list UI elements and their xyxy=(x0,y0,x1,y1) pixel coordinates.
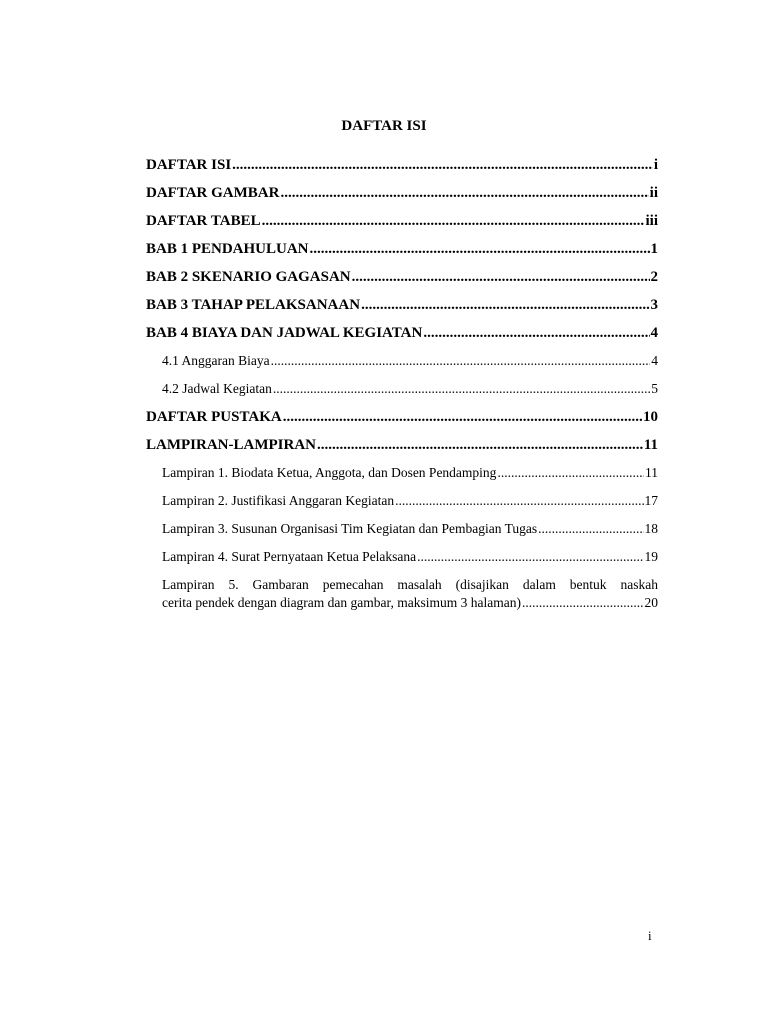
dot-leader xyxy=(271,352,651,370)
toc-entry-page: 5 xyxy=(651,381,658,396)
toc-entry-page: i xyxy=(653,157,658,173)
toc-entry-label: DAFTAR ISI xyxy=(146,157,232,173)
dot-leader xyxy=(417,548,643,566)
toc-entry-label: BAB 4 BIAYA DAN JADWAL KEGIATAN xyxy=(146,325,423,341)
toc-entry-page: ii xyxy=(649,185,658,201)
dot-leader xyxy=(310,240,650,258)
toc-entry-bab-2[interactable] xyxy=(146,268,658,296)
toc-entry-page: 11 xyxy=(645,465,658,480)
footer-page-number: i xyxy=(648,928,652,943)
dot-leader xyxy=(538,520,643,538)
toc-entry-page: 17 xyxy=(644,493,658,508)
toc-entry-lampiran-1[interactable] xyxy=(146,464,658,492)
toc-entry-4-1[interactable] xyxy=(146,352,658,380)
dot-leader xyxy=(352,268,650,286)
toc-entry-daftar-tabel[interactable] xyxy=(146,212,658,240)
table-of-contents xyxy=(146,156,658,612)
toc-entry-label: BAB 2 SKENARIO GAGASAN xyxy=(146,269,351,285)
toc-entry-label: DAFTAR TABEL xyxy=(146,213,261,229)
toc-entry-page: 18 xyxy=(644,521,658,536)
dot-leader xyxy=(497,464,644,482)
dot-leader xyxy=(423,324,649,342)
toc-entry-label: BAB 3 TAHAP PELAKSANAAN xyxy=(146,297,361,313)
dot-leader xyxy=(283,408,642,426)
toc-entry-lampiran-lampiran[interactable] xyxy=(146,436,658,464)
dot-leader xyxy=(280,184,648,202)
toc-entry-page: 4 xyxy=(651,353,658,368)
toc-entry-page: 4 xyxy=(650,325,658,341)
toc-entry-label: LAMPIRAN-LAMPIRAN xyxy=(146,437,316,453)
toc-entry-lampiran-5[interactable] xyxy=(146,576,658,612)
toc-entry-page: 2 xyxy=(650,269,658,285)
toc-entry-page: 19 xyxy=(644,549,658,564)
toc-entry-bab-3[interactable] xyxy=(146,296,658,324)
dot-leader xyxy=(262,212,645,230)
toc-entry-page: 1 xyxy=(650,241,658,257)
dot-leader xyxy=(522,594,644,612)
toc-entry-label: 4.1 Anggaran Biaya xyxy=(162,353,270,368)
toc-entry-lampiran-2[interactable] xyxy=(146,492,658,520)
toc-entry-4-2[interactable] xyxy=(146,380,658,408)
dot-leader xyxy=(273,380,650,398)
toc-entry-page: 20 xyxy=(644,595,658,610)
toc-entry-label: 4.2 Jadwal Kegiatan xyxy=(162,381,272,396)
toc-entry-label: Lampiran 1. Biodata Ketua, Anggota, dan Dosen Pendamping xyxy=(162,465,497,480)
dot-leader xyxy=(232,156,653,174)
toc-entry-label-line2: cerita pendek dengan diagram dan gambar, maksimum 3 halaman) xyxy=(162,595,521,610)
toc-entry-bab-1[interactable] xyxy=(146,240,658,268)
dot-leader xyxy=(395,492,643,510)
toc-entry-label: Lampiran 4. Surat Pernyataan Ketua Pelaksana xyxy=(162,549,417,564)
toc-entry-label: DAFTAR GAMBAR xyxy=(146,185,280,201)
dot-leader xyxy=(361,296,649,314)
toc-entry-lampiran-3[interactable] xyxy=(146,520,658,548)
toc-entry-page: iii xyxy=(645,213,658,229)
toc-entry-label: BAB 1 PENDAHULUAN xyxy=(146,241,309,257)
toc-entry-daftar-isi[interactable] xyxy=(146,156,658,184)
toc-entry-daftar-gambar[interactable] xyxy=(146,184,658,212)
toc-entry-bab-4[interactable] xyxy=(146,324,658,352)
toc-entry-label: DAFTAR PUSTAKA xyxy=(146,409,282,425)
toc-entry-page: 3 xyxy=(650,297,658,313)
toc-entry-daftar-pustaka[interactable] xyxy=(146,408,658,436)
toc-entry-label-line1: Lampiran 5. Gambaran pemecahan masalah (disajikan dalam bentuk naskah xyxy=(162,577,658,592)
toc-entry-page: 10 xyxy=(643,409,658,425)
dot-leader xyxy=(317,436,643,454)
toc-entry-label: Lampiran 2. Justifikasi Anggaran Kegiatan xyxy=(162,493,395,508)
page-title: DAFTAR ISI xyxy=(341,118,427,134)
toc-entry-lampiran-4[interactable] xyxy=(146,548,658,576)
toc-entry-page: 11 xyxy=(643,437,658,453)
toc-entry-label: Lampiran 3. Susunan Organisasi Tim Kegiatan dan Pembagian Tugas xyxy=(162,521,538,536)
